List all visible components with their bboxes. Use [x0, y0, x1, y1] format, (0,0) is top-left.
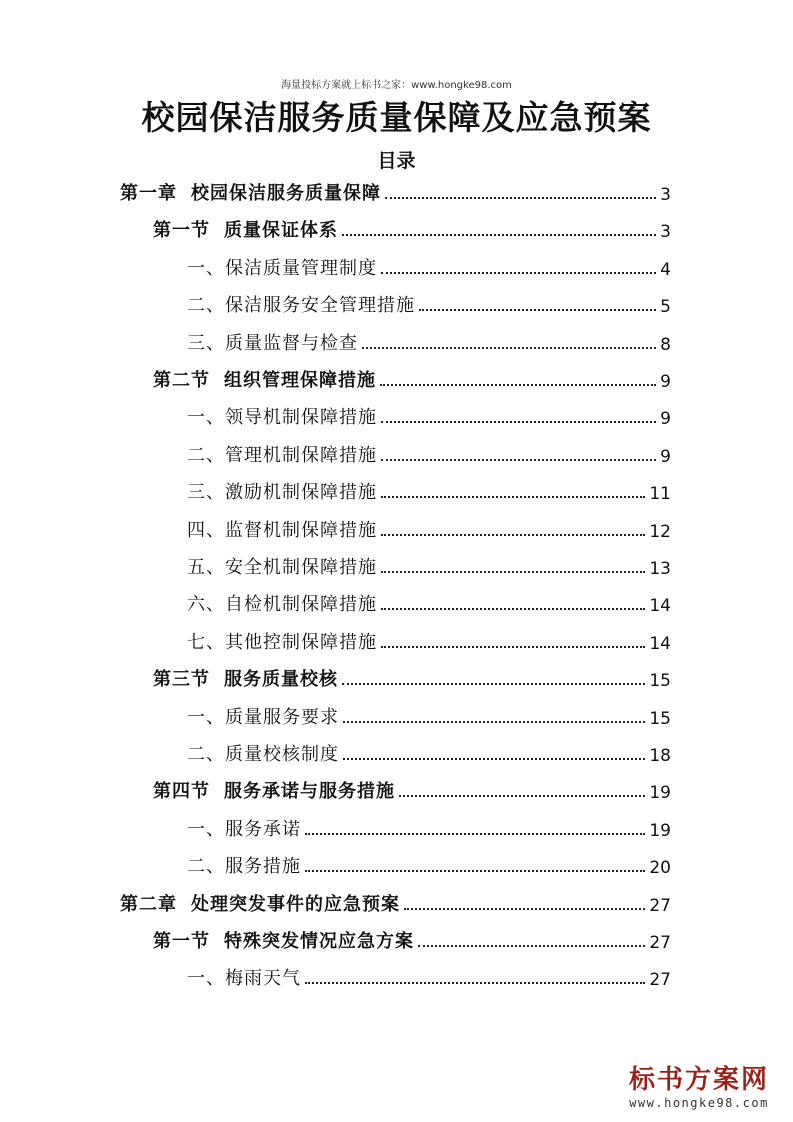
toc-dot-leader — [381, 608, 645, 610]
toc-entry-number: 第一节 — [153, 220, 210, 242]
toc-entry-label: 监督机制保障措施 — [225, 519, 377, 541]
toc-entry-label: 服务承诺与服务措施 — [224, 781, 395, 803]
toc-dot-leader — [342, 234, 656, 236]
toc-entry-number: 一、 — [187, 818, 225, 840]
toc-entry-number: 一、 — [187, 257, 225, 279]
toc-entry[interactable] — [187, 848, 671, 878]
watermark-title: 标书方案网 — [628, 1065, 769, 1095]
toc-dot-leader — [381, 646, 645, 648]
toc-entry-number: 五、 — [187, 557, 225, 578]
toc-dot-leader — [419, 309, 656, 311]
toc-entry-number: 第一节 — [153, 931, 210, 952]
toc-entry-page: 3 — [660, 185, 671, 205]
toc-entry[interactable] — [187, 549, 671, 579]
toc-entry[interactable] — [187, 736, 671, 766]
toc-entry-number: 二、 — [187, 744, 225, 765]
toc-entry-page: 12 — [649, 521, 671, 542]
document-title: 校园保洁服务质量保障及应急预案 — [141, 98, 652, 137]
toc-entry[interactable] — [153, 362, 671, 392]
toc-entry-label: 保洁服务安全管理措施 — [225, 295, 415, 317]
toc-dot-leader — [380, 384, 656, 386]
toc-entry-page: 9 — [660, 409, 671, 430]
toc-entry-page: 11 — [649, 484, 671, 505]
toc-dot-leader — [381, 534, 645, 536]
toc-entry-number: 第二章 — [120, 893, 177, 915]
toc-entry[interactable] — [187, 811, 671, 841]
watermark-url: www.hongke98.com — [629, 1096, 769, 1110]
toc-entry-label: 服务质量校核 — [224, 669, 338, 691]
toc-entry-number: 一、 — [187, 407, 225, 429]
toc-entry[interactable] — [120, 175, 671, 205]
toc-entry-page: 15 — [649, 671, 671, 692]
toc-entry-number: 四、 — [187, 519, 225, 541]
toc-entry[interactable] — [153, 661, 671, 691]
toc-dot-leader — [362, 347, 656, 349]
toc-entry-label: 质量保证体系 — [224, 220, 338, 242]
toc-entry-label: 质量服务要求 — [225, 706, 339, 728]
toc-entry-label: 自检机制保障措施 — [225, 594, 377, 616]
toc-entry-page: 27 — [649, 895, 671, 916]
toc-entry-label: 管理机制保障措施 — [225, 444, 377, 466]
toc-dot-leader — [381, 496, 645, 498]
toc-entry[interactable] — [187, 586, 671, 616]
toc-entry-label: 安全机制保障措施 — [225, 557, 377, 578]
toc-dot-leader — [385, 197, 656, 199]
toc-entry-page: 9 — [660, 372, 671, 392]
toc-entry-page: 3 — [660, 222, 671, 243]
toc-entry[interactable] — [187, 512, 671, 542]
toc-entry[interactable] — [187, 474, 671, 504]
toc-entry-label: 激励机制保障措施 — [225, 482, 377, 504]
toc-entry-page: 14 — [649, 596, 671, 617]
toc-dot-leader — [381, 272, 656, 274]
toc-entry-page: 19 — [649, 820, 671, 841]
toc-dot-leader — [342, 683, 645, 685]
toc-entry[interactable] — [187, 287, 671, 317]
watermark — [619, 1064, 779, 1110]
toc-dot-leader — [381, 459, 656, 461]
toc-entry-label: 组织管理保障措施 — [224, 370, 376, 391]
toc-entry[interactable] — [153, 212, 671, 242]
toc-entry-label: 校园保洁服务质量保障 — [191, 183, 381, 204]
toc-entry-number: 一、 — [187, 706, 225, 728]
toc-entry[interactable] — [120, 886, 671, 916]
toc-entry-page: 5 — [660, 297, 671, 318]
toc-entry-page: 27 — [649, 933, 671, 953]
toc-dot-leader — [418, 945, 645, 947]
toc-entry-number: 二、 — [187, 295, 225, 317]
toc-entry[interactable] — [153, 923, 671, 953]
toc-dot-leader — [305, 982, 645, 984]
toc-entry-label: 其他控制保障措施 — [225, 631, 377, 653]
toc-entry-page: 4 — [660, 259, 671, 280]
toc-dot-leader — [305, 833, 645, 835]
toc-entry-label: 质量监督与检查 — [225, 332, 358, 354]
toc-entry-number: 三、 — [187, 332, 225, 354]
toc-entry[interactable] — [187, 250, 671, 280]
toc-entry-label: 保洁质量管理制度 — [225, 257, 377, 279]
toc-entry-number: 二、 — [187, 856, 225, 878]
toc-dot-leader — [343, 758, 645, 760]
toc-entry[interactable] — [187, 960, 671, 990]
toc-entry-label: 特殊突发情况应急方案 — [224, 931, 414, 952]
toc-entry-label: 质量校核制度 — [225, 744, 339, 765]
toc-entry-label: 服务承诺 — [225, 818, 301, 840]
toc-entry-label: 处理突发事件的应急预案 — [191, 893, 400, 915]
header-note: 海量投标方案就上标书之家：www.hongke98.com — [281, 80, 512, 91]
toc-entry[interactable] — [153, 773, 671, 803]
toc-entry-page: 19 — [649, 783, 671, 804]
toc-entry-page: 8 — [660, 334, 671, 355]
toc-entry-page: 27 — [649, 970, 671, 991]
toc-entry-page: 9 — [660, 446, 671, 467]
toc-dot-leader — [381, 571, 645, 573]
toc-entry-number: 第四节 — [153, 781, 210, 803]
toc-entry-label: 领导机制保障措施 — [225, 407, 377, 429]
toc-entry-number: 第一章 — [120, 183, 177, 204]
toc-entry-page: 20 — [649, 858, 671, 879]
toc-dot-leader — [343, 721, 645, 723]
toc-entry-number: 二、 — [187, 444, 225, 466]
toc-entry-label: 服务措施 — [225, 856, 301, 878]
toc-entry-page: 13 — [649, 559, 671, 579]
toc-entry[interactable] — [187, 437, 671, 467]
toc-entry-number: 第三节 — [153, 669, 210, 691]
toc-dot-leader — [305, 870, 645, 872]
toc-dot-leader — [381, 421, 656, 423]
toc-entry-page: 18 — [649, 746, 671, 766]
toc-entry-page: 15 — [649, 708, 671, 729]
toc-dot-leader — [399, 795, 645, 797]
toc-entry[interactable] — [187, 624, 671, 654]
toc-entry-page: 14 — [649, 633, 671, 654]
toc-entry-number: 六、 — [187, 594, 225, 616]
toc-entry[interactable] — [187, 699, 671, 729]
toc-entry-number: 一、 — [187, 968, 225, 990]
toc-entry[interactable] — [187, 325, 671, 355]
toc-heading: 目录 — [377, 150, 416, 172]
toc-entry-number: 七、 — [187, 631, 225, 653]
toc-entry-number: 第二节 — [153, 370, 210, 391]
toc-entry-label: 梅雨天气 — [225, 968, 301, 990]
toc-entry-number: 三、 — [187, 482, 225, 504]
toc-entry[interactable] — [187, 399, 671, 429]
toc-dot-leader — [404, 908, 645, 910]
